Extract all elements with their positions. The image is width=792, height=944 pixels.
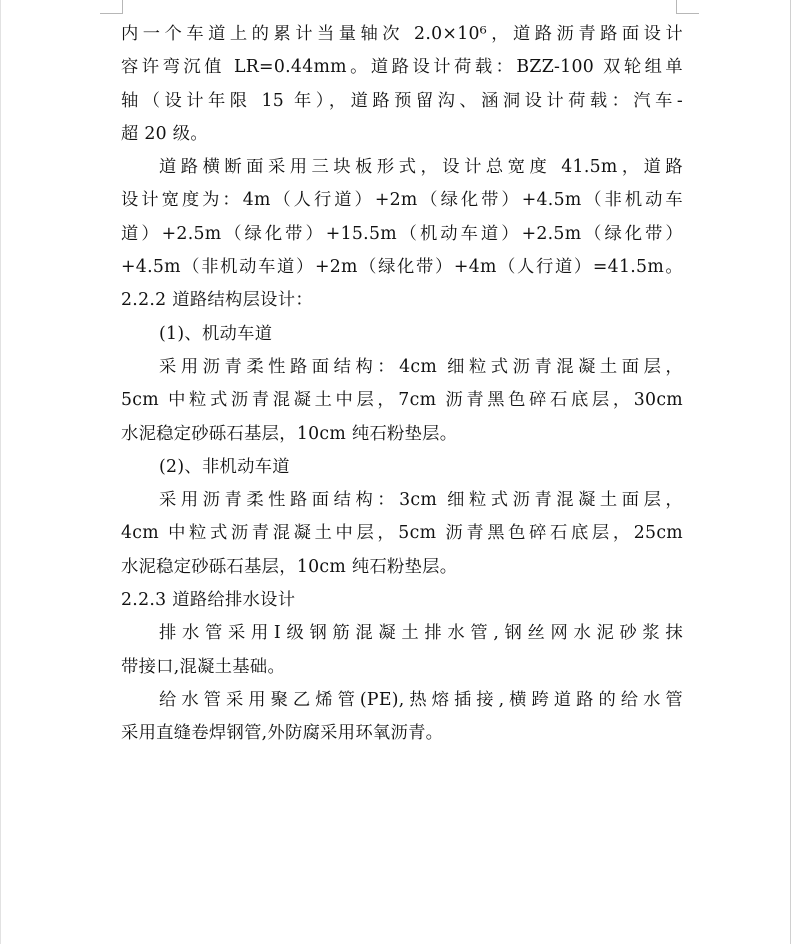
- section-heading: 2.2.2 道路结构层设计：: [121, 290, 313, 311]
- document-body: [121, 18, 683, 751]
- subsection-heading: (2)、非机动车道: [159, 456, 290, 477]
- subsection-heading: (1)、机动车道: [159, 323, 273, 344]
- body-line: 4cm 中粒式沥青混凝土中层，5cm 沥青黑色碎石底层，25cm: [121, 523, 683, 544]
- body-line: 采用沥青柔性路面结构：4cm 细粒式沥青混凝土面层，: [159, 356, 683, 377]
- body-line: 超 20 级。: [121, 123, 208, 144]
- body-line: 轴（设计年限 15 年），道路预留沟、涵洞设计荷载：汽车-: [121, 90, 683, 111]
- body-line: 道）+2.5m（绿化带）+15.5m（机动车道）+2.5m（绿化带）: [121, 223, 683, 244]
- page-right-edge: [790, 0, 791, 944]
- top-left-margin-mark: [100, 0, 123, 14]
- page-left-edge: [0, 0, 1, 944]
- section-heading: 2.2.3 道路给排水设计: [121, 590, 296, 611]
- body-line: 容许弯沉值 LR=0.44mm。道路设计荷载：BZZ-100 双轮组单: [121, 57, 683, 78]
- body-line: 给水管采用聚乙烯管(PE),热熔插接,横跨道路的给水管: [159, 689, 683, 710]
- body-line: 设计宽度为：4m（人行道）+2m（绿化带）+4.5m（非机动车: [121, 190, 683, 211]
- body-line: 带接口,混凝土基础。: [121, 656, 286, 677]
- body-line: 水泥稳定砂砾石基层，10cm 纯石粉垫层。: [121, 423, 458, 444]
- body-line: 排水管采用Ⅰ级钢筋混凝土排水管,钢丝网水泥砂浆抹: [159, 623, 683, 644]
- body-line: 5cm 中粒式沥青混凝土中层，7cm 沥青黑色碎石底层，30cm: [121, 390, 683, 411]
- body-line: 水泥稳定砂砾石基层，10cm 纯石粉垫层。: [121, 556, 458, 577]
- body-line: +4.5m（非机动车道）+2m（绿化带）+4m（人行道）=41.5m。: [121, 257, 683, 278]
- body-line: 道路横断面采用三块板形式，设计总宽度 41.5m，道路: [159, 157, 683, 178]
- top-right-margin-mark: [676, 0, 699, 14]
- body-line: 采用沥青柔性路面结构：3cm 细粒式沥青混凝土面层，: [159, 490, 683, 511]
- body-line: 采用直缝卷焊钢管,外防腐采用环氧沥青。: [121, 723, 444, 744]
- body-line: 内一个车道上的累计当量轴次 2.0×10⁶，道路沥青路面设计: [121, 24, 683, 44]
